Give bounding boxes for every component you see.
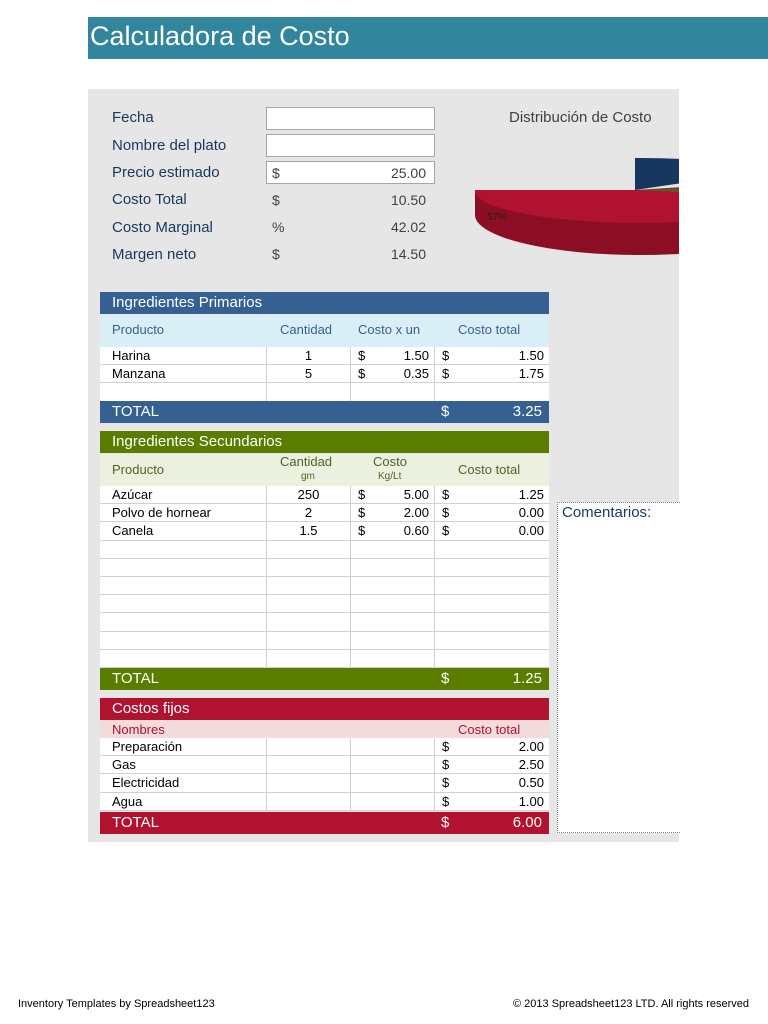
cell-producto[interactable]: [100, 577, 266, 594]
footer-right: © 2013 Spreadsheet123 LTD. All rights reserved: [513, 998, 749, 1010]
cell-costo-total-value: 2.50: [518, 757, 544, 773]
cell-empty: [266, 774, 350, 791]
cell-costo-total[interactable]: [434, 738, 549, 755]
pie-svg: [470, 150, 679, 260]
table-row: [100, 738, 549, 756]
col-costo-un: Costo x un: [358, 322, 421, 337]
cell-nombre[interactable]: Gas: [112, 757, 136, 773]
cell-cantidad[interactable]: [266, 559, 350, 576]
cell-costo-un[interactable]: [350, 365, 434, 382]
col-costo-total: Costo total: [458, 462, 521, 477]
page-title: Calculadora de Costo: [90, 21, 350, 51]
fijos-total-currency: $: [441, 814, 450, 831]
cell-costo-total[interactable]: [434, 774, 549, 791]
cell-costo-un[interactable]: [350, 347, 434, 364]
cell-costo-un-value: 0.35: [403, 366, 429, 382]
col-costo-unit: Kg/Lt: [378, 471, 402, 482]
cell-cantidad[interactable]: [266, 650, 350, 667]
table-row: [100, 541, 549, 559]
cell-cantidad[interactable]: 2: [266, 504, 350, 521]
cell-costo-un[interactable]: [350, 595, 434, 612]
cell-empty: [350, 774, 434, 791]
fijos-col-header: [100, 720, 549, 738]
costo-marginal-label: Costo Marginal: [112, 219, 213, 236]
cell-empty: [266, 756, 350, 773]
cell-costo-total: [434, 595, 549, 612]
cell-currency: $: [442, 793, 450, 809]
secundarios-total-label: TOTAL: [112, 670, 159, 687]
col-cantidad-unit: gm: [301, 471, 315, 482]
cell-producto[interactable]: Polvo de hornear: [112, 505, 212, 521]
nombre-label: Nombre del plato: [112, 137, 227, 154]
cell-nombre[interactable]: Electricidad: [112, 775, 180, 791]
primarios-total-currency: $: [441, 403, 450, 420]
table-row: [100, 559, 549, 577]
cell-costo-total-value: 1.50: [518, 348, 544, 363]
cell-currency: $: [442, 348, 450, 363]
cell-costo-total: [434, 559, 549, 576]
fijos-total-label: TOTAL: [112, 814, 159, 831]
cell-costo-un[interactable]: [350, 541, 434, 558]
cell-costo-un-value: 5.00: [403, 487, 429, 502]
costo-total-value: 10.50: [390, 192, 426, 208]
cell-costo-total-value: 0.00: [518, 505, 544, 521]
table-row: [100, 383, 549, 401]
fijos-total-value: 6.00: [512, 814, 542, 831]
cell-costo-total-value: 1.25: [518, 487, 544, 502]
table-row: [100, 793, 549, 811]
cell-costo-un[interactable]: [350, 577, 434, 594]
cell-costo-total: [434, 383, 549, 400]
cell-costo-un[interactable]: [350, 632, 434, 649]
cell-costo-un-value: 1.50: [403, 348, 429, 363]
cell-costo-un[interactable]: [350, 650, 434, 667]
cell-empty: [350, 738, 434, 755]
table-row: [100, 365, 549, 383]
fijos-header: [100, 698, 549, 720]
fecha-label: Fecha: [112, 109, 154, 126]
secundarios-header: [100, 431, 549, 453]
cell-cantidad[interactable]: [266, 577, 350, 594]
pie-slice-primary: [635, 158, 679, 190]
cell-costo-total: [434, 522, 549, 539]
cell-cantidad[interactable]: [266, 595, 350, 612]
cell-costo-total: [434, 486, 549, 503]
cell-costo-total-value: 0.00: [518, 523, 544, 539]
primarios-total-value: 3.25: [512, 403, 542, 420]
table-row: [100, 504, 549, 522]
cell-producto[interactable]: Azúcar: [112, 487, 153, 502]
cell-costo-un[interactable]: [350, 486, 434, 503]
cell-costo-total: [434, 365, 549, 382]
col-cantidad: Cantidad: [280, 454, 333, 469]
table-row: [100, 650, 549, 668]
cell-currency: $: [442, 505, 450, 521]
table-row: [100, 756, 549, 774]
table-row: [100, 347, 549, 365]
cell-costo-un-value: 2.00: [403, 505, 429, 521]
primarios-col-header: [100, 315, 549, 347]
primarios-total-bar: [100, 401, 549, 423]
precio-label: Precio estimado: [112, 164, 220, 181]
cell-currency: $: [358, 523, 366, 539]
costo-marginal-value: 42.02: [390, 219, 426, 235]
cell-currency: $: [358, 505, 366, 521]
precio-value[interactable]: 25.00: [390, 165, 426, 181]
cell-currency: $: [442, 487, 450, 502]
nombre-input[interactable]: [266, 134, 435, 157]
cell-costo-total-value: 0.50: [518, 775, 544, 791]
secundarios-col-header: [100, 454, 549, 486]
fijos-total-bar: [100, 812, 549, 834]
secundarios-table: [100, 486, 549, 668]
cell-costo-total[interactable]: [434, 793, 549, 810]
margen-currency: $: [272, 246, 280, 262]
secundarios-total-bar: [100, 668, 549, 690]
cell-costo-un[interactable]: [350, 504, 434, 521]
pie-data-label: 57%: [487, 212, 508, 223]
cell-currency: $: [358, 487, 366, 502]
cell-currency: $: [442, 523, 450, 539]
cell-cantidad[interactable]: [266, 383, 350, 400]
chart-title: Distribución de Costo: [509, 109, 652, 126]
primarios-header: [100, 292, 549, 314]
cell-producto[interactable]: [100, 650, 266, 667]
cell-nombre[interactable]: Preparación: [112, 739, 183, 754]
cell-currency: $: [358, 366, 366, 382]
comments-box[interactable]: [557, 502, 680, 833]
table-row: [100, 613, 549, 631]
cell-producto[interactable]: [100, 595, 266, 612]
cell-empty: [350, 793, 434, 810]
cell-currency: $: [442, 739, 450, 754]
cell-cantidad[interactable]: [266, 613, 350, 630]
table-row: [100, 522, 549, 540]
cell-currency: $: [442, 366, 450, 382]
costo-total-label: Costo Total: [112, 191, 187, 208]
precio-currency: $: [272, 165, 280, 181]
fijos-title: Costos fijos: [112, 700, 190, 717]
pie-chart: [470, 150, 679, 260]
cell-producto[interactable]: [100, 613, 266, 630]
cell-costo-un-value: 0.60: [403, 523, 429, 539]
cell-cantidad[interactable]: 1.5: [266, 522, 350, 539]
cell-cantidad[interactable]: 250: [266, 486, 350, 503]
cell-producto[interactable]: [100, 541, 266, 558]
cell-costo-total[interactable]: [434, 756, 549, 773]
cell-costo-un[interactable]: [350, 383, 434, 400]
table-row: [100, 632, 549, 650]
table-row: [100, 774, 549, 792]
cell-currency: $: [442, 757, 450, 773]
cell-producto[interactable]: [100, 632, 266, 649]
primarios-title: Ingredientes Primarios: [112, 294, 263, 311]
col-cantidad: Cantidad: [280, 322, 333, 337]
costo-total-currency: $: [272, 192, 280, 208]
fecha-input[interactable]: [266, 107, 435, 130]
cell-currency: $: [358, 348, 366, 363]
cell-producto[interactable]: Harina: [112, 348, 151, 363]
table-row: [100, 486, 549, 504]
comments-label: Comentarios:: [562, 504, 652, 521]
secundarios-total-currency: $: [441, 670, 450, 687]
cell-costo-total: [434, 632, 549, 649]
primarios-total-label: TOTAL: [112, 403, 159, 420]
cell-producto[interactable]: [100, 383, 266, 400]
cell-empty: [350, 756, 434, 773]
cell-cantidad[interactable]: [266, 541, 350, 558]
costo-marginal-unit: %: [272, 219, 285, 235]
cell-costo-total-value: 1.00: [518, 793, 544, 809]
fijos-table: [100, 738, 549, 811]
secundarios-title: Ingredientes Secundarios: [112, 433, 283, 450]
cell-empty: [266, 793, 350, 810]
cell-costo-total: [434, 541, 549, 558]
cell-costo-total: [434, 650, 549, 667]
cell-producto[interactable]: [100, 559, 266, 576]
cell-cantidad[interactable]: 1: [266, 347, 350, 364]
cell-costo-total: [434, 347, 549, 364]
margen-label: Margen neto: [112, 246, 197, 263]
cell-costo-un[interactable]: [350, 522, 434, 539]
cell-costo-total: [434, 577, 549, 594]
secundarios-total-value: 1.25: [512, 670, 542, 687]
cell-costo-total: [434, 613, 549, 630]
cell-producto[interactable]: Canela: [112, 523, 154, 539]
cell-currency: $: [442, 775, 450, 791]
title-bar: [88, 17, 768, 59]
cell-cantidad[interactable]: 5: [266, 365, 350, 382]
cell-empty: [266, 738, 350, 755]
cell-cantidad[interactable]: [266, 632, 350, 649]
cell-costo-un[interactable]: [350, 613, 434, 630]
cell-producto[interactable]: Manzana: [112, 366, 166, 382]
table-row: [100, 595, 549, 613]
col-producto: Producto: [112, 462, 165, 477]
primarios-table: [100, 347, 549, 402]
table-row: [100, 577, 549, 595]
margen-value: 14.50: [390, 246, 426, 262]
col-costo-total: Costo total: [458, 322, 521, 337]
cell-costo-un[interactable]: [350, 559, 434, 576]
col-costo-total: Costo total: [458, 722, 521, 737]
cell-costo-total: [434, 504, 549, 521]
col-nombres: Nombres: [112, 722, 165, 737]
footer-left: Inventory Templates by Spreadsheet123: [18, 998, 215, 1010]
cell-costo-total-value: 2.00: [518, 739, 544, 754]
col-producto: Producto: [112, 322, 165, 337]
cell-costo-total-value: 1.75: [518, 366, 544, 382]
cell-nombre[interactable]: Agua: [112, 793, 143, 809]
col-costo: Costo: [373, 454, 407, 469]
